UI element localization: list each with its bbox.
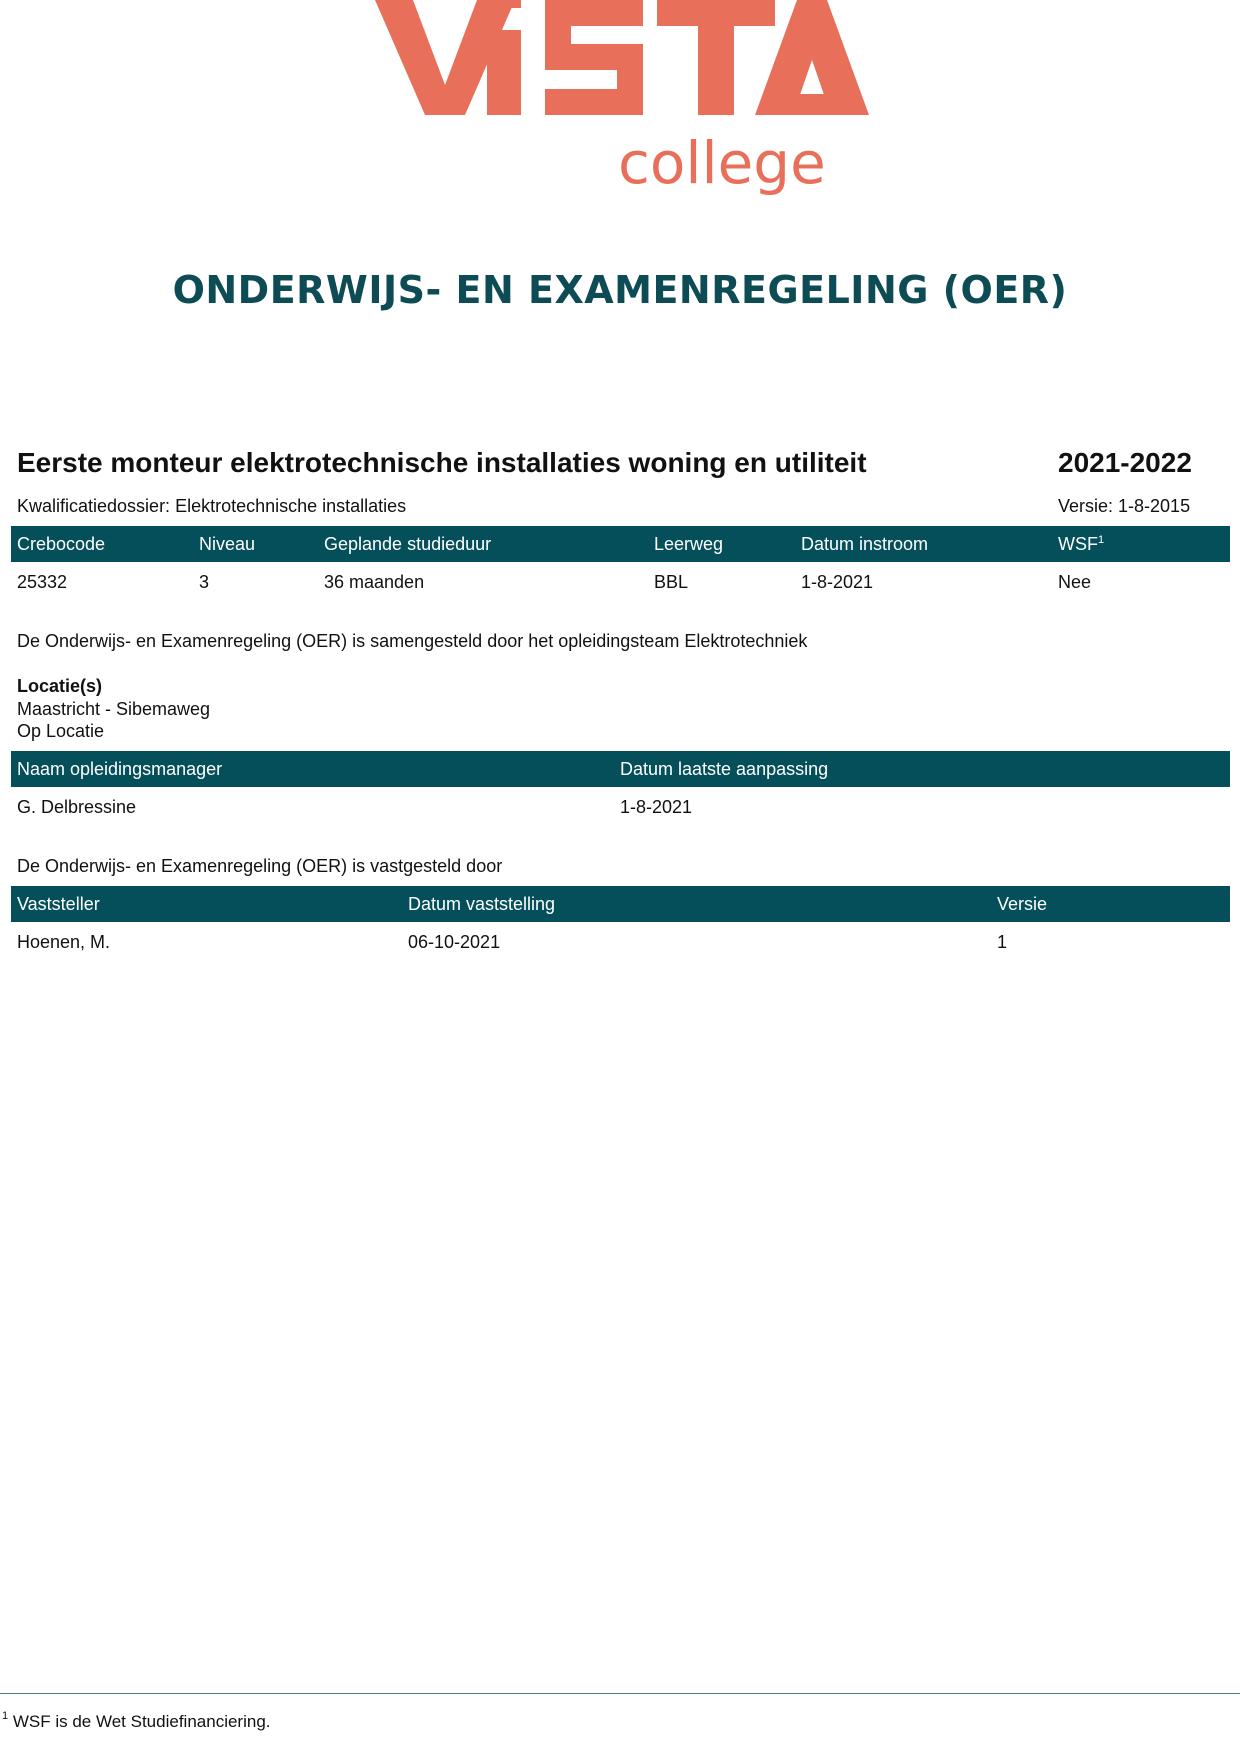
table-row <box>11 787 1230 825</box>
cell-versie: 1 <box>997 932 1008 952</box>
header-instroom: Datum instroom <box>801 534 929 554</box>
header-leerweg: Leerweg <box>654 534 724 554</box>
locations-heading: Locatie(s) <box>17 676 103 696</box>
locations-list <box>17 698 210 742</box>
cell-last-modified: 1-8-2021 <box>620 797 693 817</box>
footnote <box>2 1712 271 1732</box>
establishment-table <box>11 886 1230 960</box>
table-row <box>11 562 1230 600</box>
cell-niveau: 3 <box>199 572 210 592</box>
footnote-divider <box>0 1693 1240 1694</box>
dossier-version: Versie: 1-8-2015 <box>1058 496 1191 516</box>
location-item: Maastricht - Sibemaweg <box>17 699 211 719</box>
location-item: Op Locatie <box>17 721 105 741</box>
cell-crebocode: 25332 <box>17 572 68 592</box>
vista-college-logo <box>375 0 875 210</box>
cell-wsf: Nee <box>1058 572 1092 592</box>
header-crebocode: Crebocode <box>17 534 106 554</box>
cell-studieduur: 36 maanden <box>324 572 425 592</box>
footnote-marker: 1 <box>2 1710 9 1722</box>
table-header <box>11 886 1230 922</box>
cell-manager: G. Delbressine <box>17 797 137 817</box>
manager-table <box>11 751 1230 825</box>
footnote-ref: 1 <box>1098 534 1105 546</box>
header-niveau: Niveau <box>199 534 256 554</box>
header-establish-date: Datum vaststelling <box>408 894 556 914</box>
cell-vaststeller: Hoenen, M. <box>17 932 111 952</box>
school-year: 2021-2022 <box>1058 447 1192 478</box>
composed-by-text: De Onderwijs- en Examenregeling (OER) is samengesteld door het opleidingsteam Elektrotechniek <box>17 631 808 651</box>
header-wsf-label: WSF <box>1058 534 1098 554</box>
header-last-modified: Datum laatste aanpassing <box>620 759 829 779</box>
table-header <box>11 526 1230 562</box>
document-title: ONDERWIJS- EN EXAMENREGELING (OER) <box>172 268 1068 312</box>
header-versie: Versie <box>997 894 1048 914</box>
program-title: Eerste monteur elektrotechnische installaties woning en utiliteit <box>17 447 867 478</box>
footnote-text: WSF is de Wet Studiefinanciering. <box>12 1712 271 1731</box>
logo-college-text: college <box>618 129 826 197</box>
cell-leerweg: BBL <box>654 572 689 592</box>
header-vaststeller: Vaststeller <box>17 894 100 914</box>
table-header <box>11 751 1230 787</box>
header-wsf <box>1058 526 1104 562</box>
established-by-text: De Onderwijs- en Examenregeling (OER) is vastgesteld door <box>17 856 503 876</box>
qualification-dossier: Kwalificatiedossier: Elektrotechnische installaties <box>17 496 407 516</box>
cell-instroom: 1-8-2021 <box>801 572 874 592</box>
header-studieduur: Geplande studieduur <box>324 534 492 554</box>
cell-establish-date: 06-10-2021 <box>408 932 501 952</box>
program-details-table <box>11 526 1230 600</box>
table-row <box>11 922 1230 960</box>
header-manager: Naam opleidingsmanager <box>17 759 223 779</box>
